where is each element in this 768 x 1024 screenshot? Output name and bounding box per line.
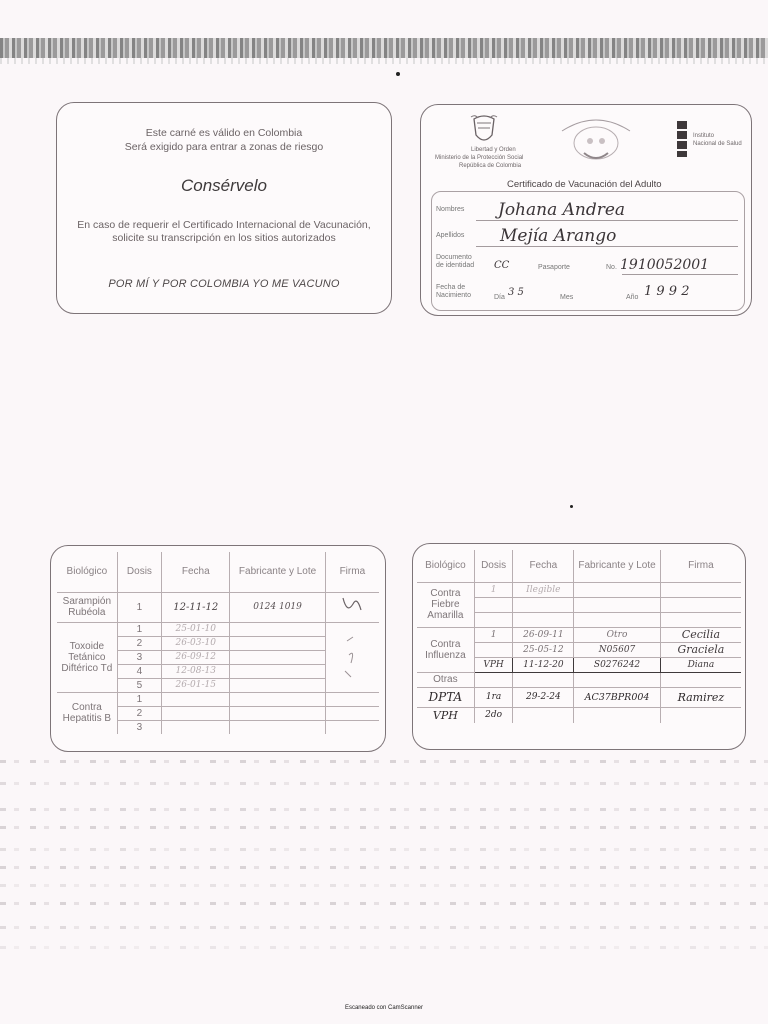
signature-mark-icon [337, 594, 367, 618]
nombres-value: Johana Andrea [498, 200, 626, 220]
institute-logo-icon [675, 119, 689, 159]
fecha-cell: 12-11-12 [162, 592, 230, 622]
mes-label: Mes [560, 294, 574, 301]
firma-cell [325, 622, 379, 692]
apellidos-line [476, 246, 738, 247]
fecha-cell: 26-09-11 [513, 627, 574, 642]
col-fecha: Fecha [513, 550, 574, 582]
dia-value: 3 5 [508, 287, 524, 298]
dose-number: 5 [117, 678, 161, 692]
slogan: POR MÍ Y POR COLOMBIA YO ME VACUNO [108, 278, 340, 290]
lote-cell [230, 636, 325, 650]
scan-noise [0, 848, 768, 851]
validity-line: Este carné es válido en Colombia [145, 127, 303, 139]
fecha-cell: 25-05-12 [513, 642, 574, 657]
dose-number: 2 [117, 706, 161, 720]
scan-artifact-band [0, 38, 768, 58]
col-biologico: Biológico [57, 552, 117, 592]
apellidos-value: Mejía Arango [500, 226, 617, 246]
numero-label: No. [606, 264, 617, 271]
dosis-cell: VPH [474, 657, 513, 672]
fecha-cell: 25-01-10 [162, 622, 230, 636]
scan-noise [0, 902, 768, 905]
fecha-cell: 29-2-24 [513, 687, 574, 707]
scan-noise [0, 760, 768, 763]
scan-noise [0, 866, 768, 869]
col-fabricante: Fabricante y Lote [574, 550, 661, 582]
dose-number: 1 [117, 592, 161, 622]
instruction-line-2: solicite su transcripción en los sitios autorizados [112, 232, 336, 244]
instruction-line-1: En caso de requerir el Certificado Internacional de Vacunación, [77, 219, 371, 231]
institute-line-1: Instituto [693, 133, 715, 139]
pasaporte-label: Pasaporte [538, 264, 570, 271]
dose-number: 3 [117, 650, 161, 664]
dose-number: 1 [117, 622, 161, 636]
coat-of-arms-icon [469, 113, 499, 147]
card-certificate [420, 104, 752, 316]
lote-cell: Otro [574, 627, 661, 642]
fecha-cell: 11-12-20 [513, 657, 574, 672]
table-row [417, 707, 741, 723]
scan-speck [396, 72, 400, 76]
ministry-name: Ministerio de la Protección Social [435, 155, 524, 161]
vaccine-table-left [57, 552, 379, 734]
scan-noise [0, 808, 768, 811]
lote-cell [230, 650, 325, 664]
firma-cell: Graciela [660, 642, 741, 657]
col-firma: Firma [325, 552, 379, 592]
biologico-toxoide: Toxoide Tetánico Diftérico Td [57, 622, 117, 692]
ano-label: Año [626, 294, 639, 301]
documento-label: Documento [436, 254, 472, 261]
col-dosis: Dosis [474, 550, 513, 582]
dosis-cell: 2do [474, 707, 513, 723]
gov-motto: Libertad y Orden [471, 147, 516, 153]
firma-cell [325, 592, 379, 622]
biologico-sarampion: Sarampión Rubéola [57, 592, 117, 622]
col-dosis: Dosis [117, 552, 161, 592]
dose-number: 3 [117, 720, 161, 734]
fecha-cell: 12-08-13 [162, 664, 230, 678]
documento-label-2: de identidad [436, 262, 475, 269]
institute-line-2: Nacional de Salud [693, 141, 742, 147]
vaccine-table-right [417, 550, 741, 723]
scan-noise [0, 782, 768, 785]
table-row [57, 592, 379, 622]
col-fecha: Fecha [162, 552, 230, 592]
dose-number: 2 [117, 636, 161, 650]
col-firma: Firma [660, 550, 741, 582]
scan-noise [0, 926, 768, 929]
fecha-cell: Ilegible [513, 582, 574, 597]
signature-mark-icon [337, 631, 367, 681]
col-biologico: Biológico [417, 550, 474, 582]
cc-value: CC [494, 260, 510, 271]
biologico-fiebre: Contra Fiebre Amarilla [417, 582, 474, 627]
firma-cell: Ramirez [660, 687, 741, 707]
lote-cell: S0276242 [574, 657, 661, 672]
firma-cell: Diana [660, 657, 741, 672]
table-row [417, 687, 741, 707]
biologico-hepatitis: Contra Hepatitis B [57, 692, 117, 734]
fecha-label: Fecha de [436, 284, 466, 291]
nombres-line [476, 220, 738, 221]
dose-number: 4 [117, 664, 161, 678]
lote-cell [230, 664, 325, 678]
scan-noise [0, 946, 768, 949]
scan-artifact-band-2 [0, 58, 768, 64]
apellidos-label: Apellidos [436, 232, 465, 239]
documento-number-value: 1910052001 [620, 257, 710, 273]
risk-zone-line: Será exigido para entrar a zonas de riesgo [124, 141, 324, 153]
biologico-otras: Otras [417, 672, 474, 687]
table-row [57, 622, 379, 636]
lote-cell: 0124 1019 [230, 592, 325, 622]
nombres-label: Nombres [436, 206, 465, 213]
country-name: República de Colombia [459, 163, 522, 169]
fecha-cell: 26-01-15 [162, 678, 230, 692]
lote-cell: AC37BPR004 [574, 687, 661, 707]
firma-cell: Cecilia [660, 627, 741, 642]
vaccination-program-logo-icon [556, 113, 636, 167]
fecha-cell: 26-03-10 [162, 636, 230, 650]
table-row [57, 692, 379, 706]
vaccine-table-right-card [412, 543, 746, 750]
dosis-cell [474, 642, 513, 657]
card-title: Consérvelo [181, 176, 267, 195]
col-fabricante: Fabricante y Lote [230, 552, 325, 592]
dia-label: Día [494, 294, 505, 301]
table-row [417, 627, 741, 642]
dosis-cell: 1 [474, 627, 513, 642]
lote-cell [230, 622, 325, 636]
table-row [417, 672, 741, 687]
biologico-cell: VPH [417, 707, 474, 723]
table-row [417, 582, 741, 597]
scan-noise [0, 884, 768, 887]
personal-data-box [431, 191, 745, 311]
lote-cell [230, 678, 325, 692]
dosis-cell: 1 [474, 582, 513, 597]
fecha-cell: 26-09-12 [162, 650, 230, 664]
scanner-watermark: Escaneado con CamScanner [344, 1005, 424, 1011]
biologico-influenza: Contra Influenza [417, 627, 474, 672]
certificate-title: Certificado de Vacunación del Adulto [507, 179, 662, 190]
scan-speck [570, 505, 573, 508]
dose-number: 1 [117, 692, 161, 706]
nacimiento-label: Nacimiento [436, 292, 472, 299]
lote-cell: N05607 [574, 642, 661, 657]
ano-value: 1 9 9 2 [644, 284, 690, 299]
biologico-cell: DPTA [417, 687, 474, 707]
dosis-cell: 1ra [474, 687, 513, 707]
documento-line [622, 274, 738, 275]
vaccine-table-left-card [50, 545, 386, 752]
card-front [56, 102, 392, 314]
scan-noise [0, 826, 768, 829]
